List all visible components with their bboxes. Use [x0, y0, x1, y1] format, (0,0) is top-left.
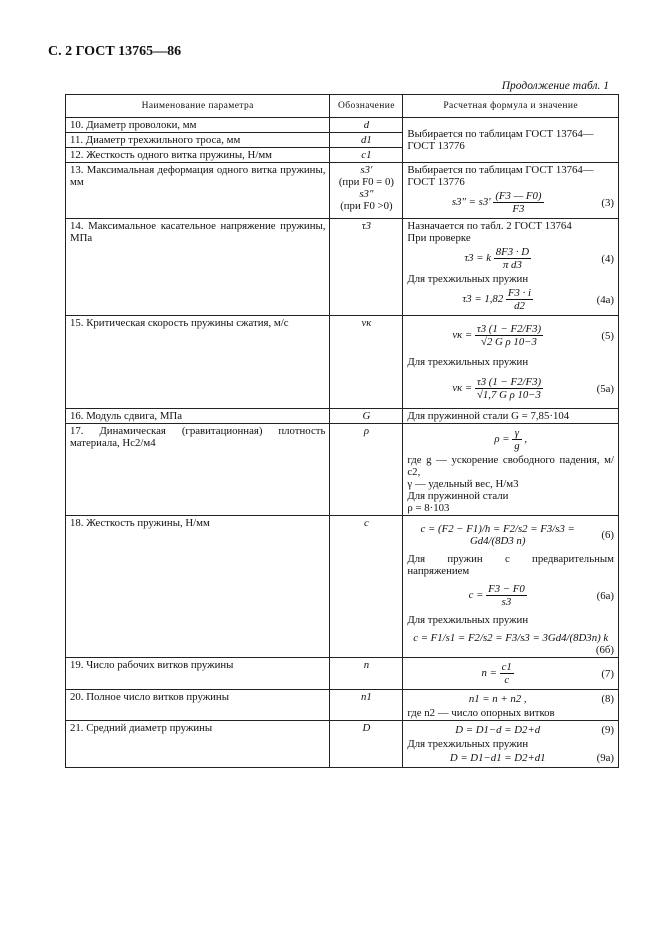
- formula-9a: [407, 752, 614, 764]
- column-header-formula: Расчетная формула и значение: [403, 95, 619, 118]
- formula-8: [407, 693, 614, 705]
- formula-text: При проверке: [407, 232, 471, 244]
- formula-text: Для пружин с предварительным напряжением: [407, 553, 614, 577]
- param-symbol: n: [330, 658, 403, 690]
- formula-4a: [407, 287, 614, 312]
- formula-6: [407, 523, 614, 547]
- formula-5a: [407, 376, 614, 401]
- formula-number: (9): [601, 724, 614, 736]
- formula-numerator: c1: [501, 661, 512, 673]
- formula-6b: [407, 632, 614, 644]
- formula-expression: c = F1/s1 = F2/s2 = F3/s3 = 3Gd4/(8D3n) k: [413, 632, 609, 644]
- formula-text: где g — ускорение свободного падения, м/с2,: [407, 454, 614, 478]
- formula-numerator: (F3 — F0): [495, 190, 542, 202]
- formula-number: (4): [601, 252, 614, 265]
- param-name: 21. Средний диаметр пружины: [66, 721, 330, 768]
- formula-number: (6б): [595, 644, 614, 656]
- param-symbol: n1: [330, 690, 403, 721]
- param-formula: [403, 516, 619, 658]
- formula-text: Для трехжильных пружин: [407, 614, 529, 626]
- param-symbol: c1: [330, 148, 403, 163]
- param-symbol: c: [330, 516, 403, 658]
- param-name: 16. Модуль сдвига, МПа: [66, 409, 330, 424]
- formula-number: (4а): [596, 293, 614, 306]
- param-symbol: d1: [330, 133, 403, 148]
- table-row: [66, 118, 619, 133]
- table-row: [66, 658, 619, 690]
- formula-denominator: d2: [514, 300, 525, 312]
- formula-text: Для трехжильных пружин: [407, 356, 529, 368]
- condition-b: (при F0 >0): [340, 200, 393, 212]
- formula-denominator: s3: [501, 596, 512, 608]
- formula-text: Для трехжильных пружин: [407, 738, 529, 750]
- table-row: [66, 424, 619, 516]
- param-name: 13. Максимальная деформация одного витка пружины, мм: [66, 163, 330, 219]
- symbol-a: s3′: [360, 164, 373, 176]
- param-symbol: d: [330, 118, 403, 133]
- formula-lhs: τ3 = k: [464, 251, 492, 264]
- formula-6a: [407, 583, 614, 608]
- formula-lhs: s3″ = s3′: [451, 195, 491, 208]
- table-row: [66, 219, 619, 316]
- symbol-b: s3″: [359, 188, 374, 200]
- param-formula: Выбирается по таблицам ГОСТ 13764—ГОСТ 13776: [403, 118, 619, 163]
- formula-numerator: F3 − F0: [488, 583, 525, 595]
- formula-number: (5а): [596, 382, 614, 395]
- param-name: 17. Динамическая (гравитационная) плотность материала, Нс2/м4: [66, 424, 330, 516]
- formula-text: Для пружинной стали: [407, 490, 509, 502]
- param-formula: [403, 219, 619, 316]
- table-row: [66, 316, 619, 409]
- formula-lhs: vк =: [452, 381, 473, 394]
- table-row: [66, 690, 619, 721]
- table-row: [66, 163, 619, 219]
- formula-lhs: n =: [481, 666, 497, 679]
- table-continuation-label: Продолжение табл. 1: [501, 80, 609, 92]
- param-name: 15. Критическая скорость пружины сжатия, м/с: [66, 316, 330, 409]
- formula-text: ρ = 8·103: [407, 502, 450, 514]
- param-symbol: vк: [330, 316, 403, 409]
- formula-denominator: F3: [512, 203, 525, 215]
- formula-numerator: γ: [512, 427, 521, 440]
- param-formula: [403, 690, 619, 721]
- table-row: [66, 516, 619, 658]
- formula-text: Выбирается по таблицам ГОСТ 13764—ГОСТ 13776: [407, 164, 594, 188]
- table-header-row: [66, 95, 619, 118]
- formula-9: [407, 724, 614, 736]
- table-row: [66, 721, 619, 768]
- formula-lhs: c =: [468, 588, 484, 601]
- table-row: [66, 409, 619, 424]
- param-name: 18. Жесткость пружины, Н/мм: [66, 516, 330, 658]
- formula-text: Назначается по табл. 2 ГОСТ 13764: [407, 220, 572, 232]
- column-header-name: Наименование параметра: [66, 95, 330, 118]
- formula-7: [407, 661, 614, 686]
- param-symbol: D: [330, 721, 403, 768]
- formula-number: (5): [601, 329, 614, 342]
- param-symbol: G: [330, 409, 403, 424]
- formula-denominator: c: [504, 674, 510, 686]
- parameters-table: [65, 94, 619, 768]
- param-formula: [403, 721, 619, 768]
- param-name: 14. Максимальное касательное напряжение пружины, МПа: [66, 219, 330, 316]
- formula-denominator: √2 G ρ 10−3: [481, 336, 537, 348]
- formula-number: (6): [601, 529, 614, 541]
- formula-denominator: π d3: [502, 259, 522, 271]
- param-name: 10. Диаметр проволоки, мм: [66, 118, 330, 133]
- param-formula: [403, 658, 619, 690]
- formula-5: [407, 323, 614, 348]
- formula-expression: D = D1−d = D2+d: [455, 724, 541, 736]
- formula-denominator: g: [514, 440, 520, 452]
- param-formula: [403, 424, 619, 516]
- formula-text: где n2 — число опорных витков: [407, 707, 555, 719]
- formula-expression: c = (F2 − F1)/h = F2/s2 = F3/s3 = Gd4/(8D3 n): [420, 523, 575, 547]
- formula-number: (8): [601, 693, 614, 705]
- param-formula: [403, 163, 619, 219]
- formula-numerator: 8F3 · D: [495, 246, 530, 258]
- page-title: С. 2 ГОСТ 13765—86: [48, 44, 182, 59]
- param-name: 12. Жесткость одного витка пружины, Н/мм: [66, 148, 330, 163]
- column-header-symbol: Обозначение: [330, 95, 403, 118]
- formula-text: γ — удельный вес, Н/м3: [407, 478, 519, 490]
- param-name: 11. Диаметр трехжильного троса, мм: [66, 133, 330, 148]
- param-symbol: τ3: [330, 219, 403, 316]
- param-symbol: [330, 163, 403, 219]
- formula-lhs: vк =: [452, 328, 473, 341]
- param-name: 20. Полное число витков пружины: [66, 690, 330, 721]
- formula-text: Для трехжильных пружин: [407, 273, 529, 285]
- formula-lhs: τ3 = 1,82: [462, 292, 504, 305]
- param-formula: Для пружинной стали G = 7,85·104: [403, 409, 619, 424]
- formula-expression: D = D1−d1 = D2+d1: [449, 752, 546, 764]
- formula-number: (6а): [596, 589, 614, 602]
- formula-numerator: τ3 (1 − F2/F3): [476, 323, 542, 335]
- formula-number: (9а): [596, 752, 614, 764]
- param-symbol: ρ: [330, 424, 403, 516]
- formula-4: [407, 246, 614, 271]
- formula-number: (7): [601, 667, 614, 680]
- formula-numerator: τ3 (1 − F2/F3): [476, 376, 542, 388]
- formula-lhs: ρ =: [494, 432, 510, 445]
- formula-denominator: √1,7 G ρ 10−3: [476, 389, 541, 401]
- param-name: 19. Число рабочих витков пружины: [66, 658, 330, 690]
- formula-numerator: F3 · i: [507, 287, 532, 299]
- formula-rho: ρ = $\frac{\gamma}{g}$ ,: [494, 427, 528, 452]
- formula-expression: n1 = n + n2 ,: [468, 693, 527, 705]
- param-formula: [403, 316, 619, 409]
- condition-a: (при F0 = 0): [338, 176, 394, 188]
- formula-number: (3): [601, 196, 614, 209]
- formula-3: [407, 190, 614, 215]
